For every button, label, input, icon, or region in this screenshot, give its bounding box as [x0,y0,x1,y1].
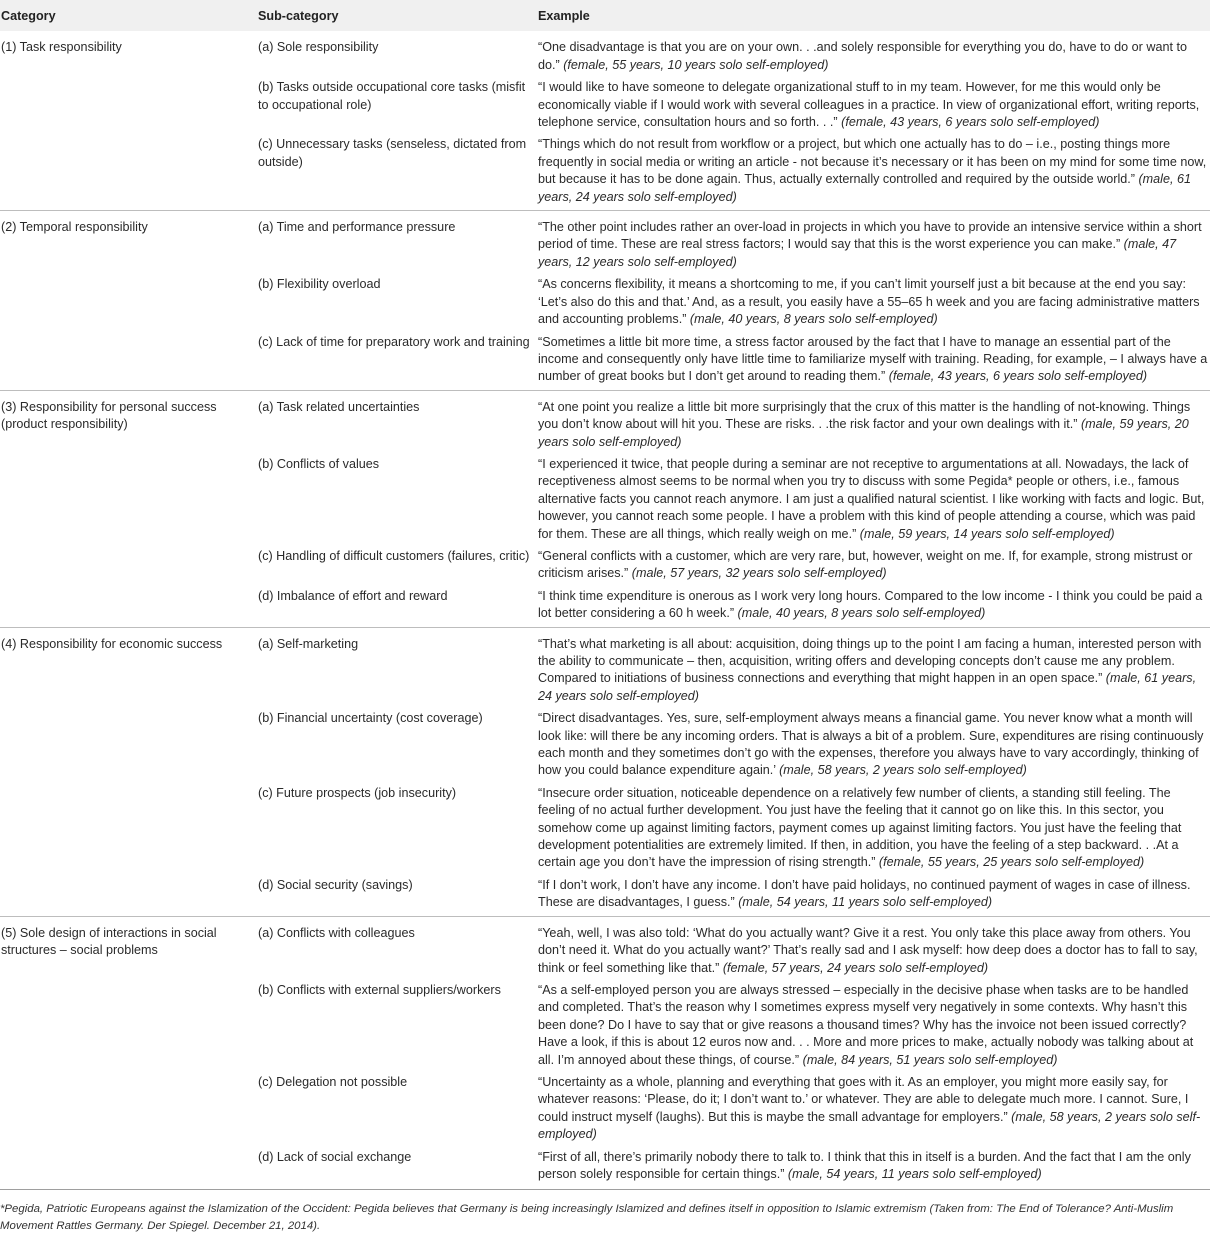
example-cell [537,31,1210,78]
category-cell: (3) Responsibility for personal success (product responsibility) [1,399,217,432]
example-cell [537,78,1210,135]
subcategory-cell: (a) Sole responsibility [258,40,379,55]
example-quote: “I would like to have someone to delegate organizational stuff to in my team. However, for me this would only be economically viable if I would work with several colleagues in a practice. In view of organizational effort, writing reports, telephone service, consultation hours and so forth. . .” [538,80,1200,130]
table-row [0,211,1210,276]
example-attribution: (male, 54 years, 11 years solo self-employed) [738,895,993,910]
subcategory-cell: (d) Lack of social exchange [258,1149,412,1164]
example-quote: “The other point includes rather an over-load in projects in which you have to provide an intensive service within a short period of time. These are real stress factors; I would say that this is the worst experience you can make.” [538,220,1202,252]
example-cell [537,784,1210,876]
example-quote: “As a self-employed person you are always stressed – especially in the decisive phase when tasks are to be handled and completed. That’s the reason why I sometimes express myself very negatively in some contexts. Why hasn’t this been done? Do I have to say that or give reasons a thousand times? Why has the invoice not been issued correctly? Have a look, if this is about 12 euros now and. . . More and more prices to make, actually nobody was talking about at all. I’m annoyed about these things, of course.” [538,982,1194,1067]
table-row [0,78,1210,135]
example-quote: “Yeah, well, I was also told: ‘What do you actually want? Give it a rest. You only take this place away from others. You don’t need it. What do you actually want?’ That’s really sad and I ask myself: how deep does a doctor has to fall to say, think or feel something like that.” [538,925,1198,975]
table-row [0,1073,1210,1148]
example-attribution: (male, 57 years, 32 years solo self-employed) [631,566,887,581]
subcategory-cell: (c) Delegation not possible [258,1074,408,1089]
example-quote: “As concerns flexibility, it means a shortcoming to me, if you can’t limit yourself just a bit because at the end you say: ‘Let’s also do this and that.’ And, as a result, you easily have a 55–65 h week and you are facing administrative matters and accounting problems.” [538,277,1200,327]
category-cell [0,1148,256,1188]
category-cell [0,981,256,1073]
subcategory-cell: (c) Unnecessary tasks (senseless, dictated from outside) [256,135,537,210]
subcategory-cell: (c) Future prospects (job insecurity) [258,785,457,800]
example-attribution: (male, 84 years, 51 years solo self-employed) [802,1052,1058,1067]
example-quote: “Insecure order situation, noticeable dependence on a relatively few number of clients, a standing still feeling. The feeling of no actual further development. You just have the feeling that it cannot go on like this. In this sector, you somehow come up against limiting factors, payment comes up against limiting factors. You just have the feeling that development potentialities are extremely limited. If then, in addition, you have the feeling of a step backward. . .At a certain age you don’t have the impression of rising strength.” [538,785,1182,870]
table-row [0,390,1210,455]
example-cell [537,1073,1210,1148]
example-cell [537,211,1210,276]
category-cell [0,455,256,547]
table-row [0,455,1210,547]
category-cell [0,876,256,916]
subcategory-cell: (a) Conflicts with colleagues [258,925,415,940]
category-cell [0,275,256,332]
category-cell [0,587,256,627]
example-attribution: (male, 47 years, 12 years solo self-employed) [538,237,1177,269]
example-cell [537,333,1210,391]
example-cell [537,135,1210,210]
example-quote: “At one point you realize a little bit more surprisingly that the crux of this matter is the handling of not-knowing. Things you don’t know about will hit you. These are risks. . .the risk factor and your own dealings with it.” [538,399,1191,432]
table-footnote: *Pegida, Patriotic Europeans against the Islamization of the Occident: Pegida believes that Germany is being increasingly Islamized and defines itself in opposition to Islamic extremism (Taken from: The End of Tolerance? Anti-Muslim Movement Rattles Germany. Der Spiegel. December 21, 2014). [0,1203,1174,1232]
example-cell [537,547,1210,587]
example-cell [537,916,1210,981]
table-body [0,31,1210,1187]
example-cell [537,709,1210,784]
table-row [0,31,1210,78]
table-row [0,333,1210,391]
subcategory-cell: (b) Conflicts of values [258,456,380,471]
subcategory-cell: (d) Social security (savings) [256,876,537,916]
header-example: Example [538,9,590,23]
subcategory-cell: (c) Lack of time for preparatory work and training [256,333,537,391]
example-quote: “Direct disadvantages. Yes, sure, self-employment always means a financial game. You never know what a month will look like: will there be any incoming orders. That is always a bit of a problem. Sure, expenditures are rising continuously each month and they sometimes don’t go with the expenses, therefore you always have to vary accordingly, thinking of how you could balance expenditure again.’ [538,711,1204,778]
table-row [0,709,1210,784]
subcategory-cell: (a) Task related uncertainties [258,399,420,414]
table-row [0,876,1210,916]
example-attribution: (male, 59 years, 20 years solo self-employed) [538,417,1189,449]
subcategory-cell: (b) Tasks outside occupational core tasks (misfit to occupational role) [258,80,526,112]
example-quote: “Uncertainty as a whole, planning and everything that goes with it. As an employer, you might more easily say, for whatever reasons: ‘Please, do it; I don’t want to.’ or whatever. They are able to delegate much more. I cannot. Sure, I could instruct myself (laughs). But this is maybe the small advantage for employers.” [538,1074,1189,1124]
example-cell [537,876,1210,916]
table-row [0,1148,1210,1188]
table-row [0,275,1210,332]
table-row [0,916,1210,981]
table-row [0,135,1210,210]
example-cell [537,1148,1210,1188]
category-cell [0,547,256,587]
example-quote: “Things which do not result from workflow or a project, but which one actually has to do – i.e., posting things more frequently in social media or writing an article - not because it’s necessary or it has been on my mind for some time now, but because it has to be done again. Thus, actually externally controlled and required by the outside world.” [538,137,1207,187]
category-cell [0,333,256,391]
example-quote: “One disadvantage is that you are on your own. . .and solely responsible for everything you do, have to do or want to do.” [538,40,1187,72]
subcategory-cell: (b) Flexibility overload [258,277,381,292]
category-cell [0,78,256,135]
example-attribution: (female, 55 years, 25 years solo self-employed) [878,855,1145,870]
category-cell [0,1073,256,1148]
example-quote: “That’s what marketing is all about: acquisition, doing things up to the point I am facing a human, interested person with the ability to communicate – then, acquisition, writing offers and developing concepts don’t cause me any problem. Compared to initiations of business connections and everything that might happen in an open space.” [538,636,1202,686]
example-attribution: (male, 54 years, 11 years solo self-employed) [787,1166,1042,1181]
subcategory-cell: (a) Time and performance pressure [258,220,456,235]
table-row [0,627,1210,709]
example-attribution: (male, 59 years, 14 years solo self-employed) [859,526,1115,541]
table-row [0,784,1210,876]
header-category: Category [1,9,56,23]
example-attribution: (female, 43 years, 6 years solo self-employed) [888,369,1148,384]
category-cell: (4) Responsibility for economic success [1,636,223,651]
example-attribution: (female, 43 years, 6 years solo self-employed) [841,115,1100,130]
category-cell: (1) Task responsibility [1,40,122,55]
table-header [0,0,1210,31]
example-quote: “First of all, there’s primarily nobody there to talk to. I think that this in itself is a burden. And the fact that I am the only person solely responsible for certain things.” [538,1149,1191,1181]
example-attribution: (male, 40 years, 8 years solo self-employed) [737,606,986,621]
example-cell [537,587,1210,627]
subcategory-cell: (d) Imbalance of effort and reward [256,587,537,627]
example-attribution: (male, 40 years, 8 years solo self-employed) [689,312,938,327]
category-cell [0,784,256,876]
table-row [0,547,1210,587]
subcategory-cell: (a) Self-marketing [258,636,359,651]
table-row [0,981,1210,1073]
example-attribution: (male, 58 years, 2 years solo self-employed) [779,763,1027,778]
example-attribution: (male, 61 years, 24 years solo self-employed) [538,671,1197,703]
example-quote: “I think time expenditure is onerous as I work very long hours. Compared to the low income - I think you could be paid a lot better considering a 60 h week.” [538,588,1203,621]
subcategory-cell: (b) Conflicts with external suppliers/workers [258,982,501,997]
example-quote: “General conflicts with a customer, which are very rare, but, however, weight on me. If, for example, strong mistrust or criticism arises.” [538,548,1193,581]
example-attribution: (male, 61 years, 24 years solo self-employed) [538,172,1191,204]
category-cell: (5) Sole design of interactions in social structures – social problems [1,925,217,958]
subcategory-cell: (b) Financial uncertainty (cost coverage) [258,711,483,726]
example-cell [537,455,1210,547]
example-quote: “If I don’t work, I don’t have any income. I don’t have paid holidays, no continued payment of wages in case of illness. These are disadvantages, I guess.” [538,877,1191,910]
category-cell [0,709,256,784]
example-cell [537,390,1210,455]
subcategory-cell: (c) Handling of difficult customers (failures, critic) [258,548,530,563]
example-attribution: (female, 57 years, 24 years solo self-employed) [722,960,989,975]
table-row [0,587,1210,627]
example-cell [537,981,1210,1073]
example-quote: “I experienced it twice, that people during a seminar are not receptive to argumentations at all. Nowadays, the lack of receptiveness almost seems to be normal when you try to discuss with some Pegida* people or others, i.e., famous alternative facts you cannot reach anymore. I am just a qualified natural scientist. I like working with facts and logic. But, however, you cannot reach some people. I have a problem with this kind of people attending a course, which was paid for them. These are all things, which really weigh on me.” [538,456,1205,541]
category-cell: (2) Temporal responsibility [1,220,148,235]
example-attribution: (male, 58 years, 2 years solo self-employed) [538,1109,1201,1142]
example-attribution: (female, 55 years, 10 years solo self-employed) [563,57,829,72]
example-cell [537,275,1210,332]
header-subcategory: Sub-category [258,9,339,23]
example-quote: “Sometimes a little bit more time, a stress factor aroused by the fact that I have to manage an essential part of the income and consequently only have little time to familiarize myself with training. Reading, for example, – I always have a number of great books but I don’t get around to reading them.” [538,334,1208,384]
example-cell [537,627,1210,709]
category-cell [0,135,256,210]
